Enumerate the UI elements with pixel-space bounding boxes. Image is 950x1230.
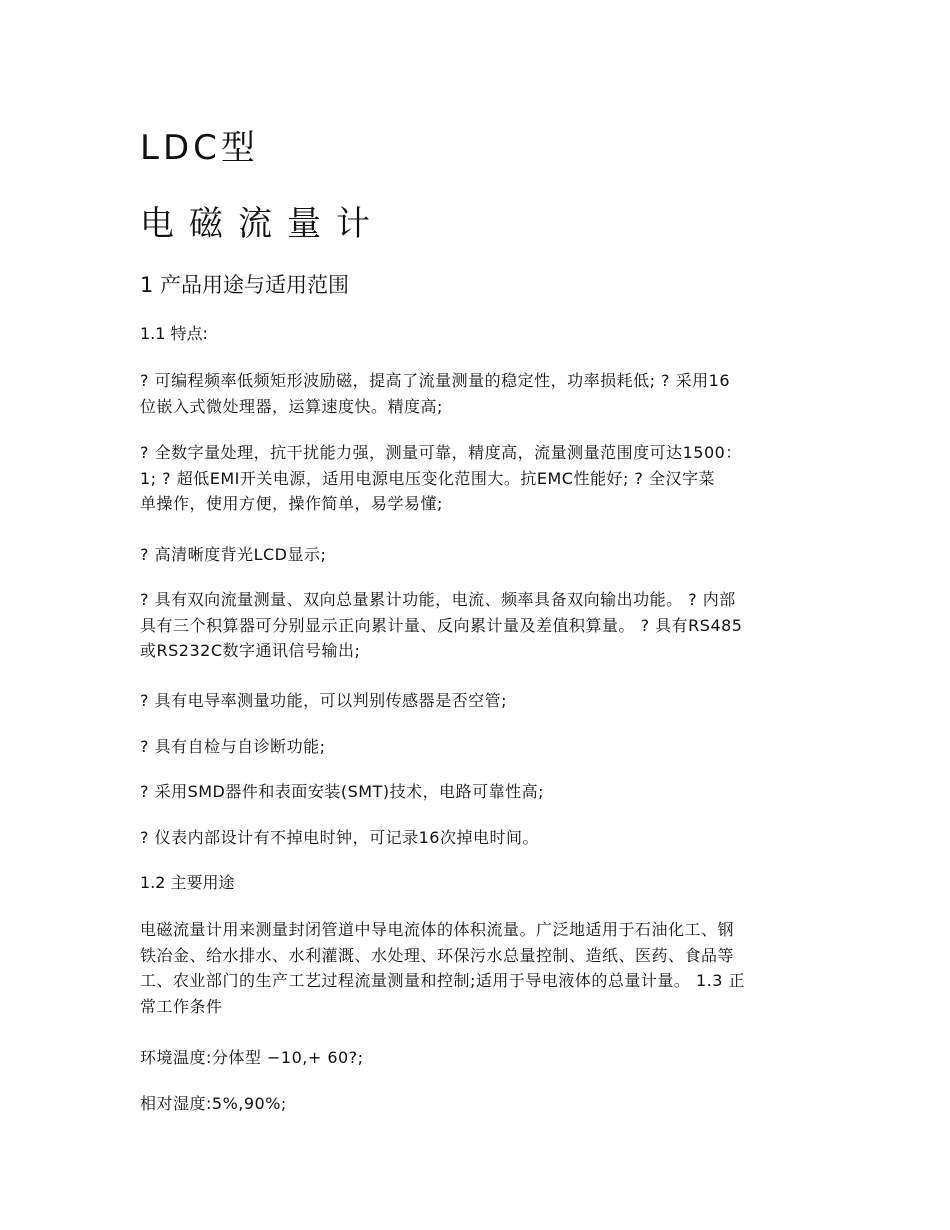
text-line: ? 具有双向流量测量、双向总量累计功能，电流、频率具备双向输出功能。 ? 内部 (140, 590, 736, 609)
document-title-name: 电磁流量计 (140, 204, 385, 244)
feature-paragraph-3 (140, 542, 815, 568)
text-line: 工、农业部门的生产工艺过程流量测量和控制;适用于导电液体的总量计量。 1.3 正 (140, 971, 746, 990)
text-line: ? 具有电导率测量功能，可以判别传感器是否空管; (140, 691, 507, 710)
section-heading-1: 1 产品用途与适用范围 (140, 273, 350, 297)
feature-paragraph-2 (140, 440, 815, 517)
text-line: 电磁流量计用来测量封闭管道中导电流体的体积流量。广泛地适用于石油化工、钢 (140, 920, 735, 939)
text-line: 或RS232C数字通讯信号输出; (140, 641, 361, 660)
document-title-model: LDC型 (140, 128, 259, 168)
usage-paragraph (140, 917, 815, 1019)
text-line: 铁冶金、给水排水、水利灌溉、水处理、环保污水总量控制、造纸、医药、食品等 (140, 945, 735, 965)
feature-paragraph-8 (140, 825, 815, 851)
text-line: 单操作，使用方便，操作简单，易学易懂; (140, 494, 443, 513)
text-line: ? 可编程频率低频矩形波励磁，提高了流量测量的稳定性，功率损耗低; ? 采用16 (140, 371, 730, 390)
text-line: 常工作条件 (140, 996, 223, 1016)
text-line: ? 高清晰度背光LCD显示; (140, 545, 327, 564)
feature-paragraph-7 (140, 779, 815, 805)
relative-humidity-line (140, 1091, 815, 1117)
text-line: 位嵌入式微处理器，运算速度快。精度高; (140, 396, 443, 416)
text-line: ? 全数字量处理，抗干扰能力强，测量可靠，精度高，流量测量范围度可达1500： (140, 443, 742, 462)
feature-paragraph-1 (140, 368, 815, 419)
text-line: 环境温度:分体型 −10,+ 60?; (140, 1048, 364, 1067)
text-line: ? 仪表内部设计有不掉电时钟，可记录16次掉电时间。 (140, 828, 539, 847)
ambient-temperature-line (140, 1045, 815, 1071)
text-line: 具有三个积算器可分别显示正向累计量、反向累计量及差值积算量。 ? 具有RS485 (140, 615, 743, 635)
text-line: 1; ? 超低EMI开关电源，适用电源电压变化范围大。抗EMC性能好; ? 全汉字菜 (140, 468, 716, 488)
subsection-heading-1-2: 1.2 主要用途 (140, 873, 235, 892)
text-line: ? 采用SMD器件和表面安装(SMT)技术，电路可靠性高; (140, 782, 544, 801)
feature-paragraph-4 (140, 587, 815, 664)
feature-paragraph-6 (140, 734, 815, 760)
text-line: 相对湿度:5%,90%; (140, 1094, 287, 1113)
subsection-heading-1-1: 1.1 特点: (140, 324, 208, 343)
text-line: ? 具有自检与自诊断功能; (140, 737, 326, 756)
feature-paragraph-5 (140, 688, 815, 714)
